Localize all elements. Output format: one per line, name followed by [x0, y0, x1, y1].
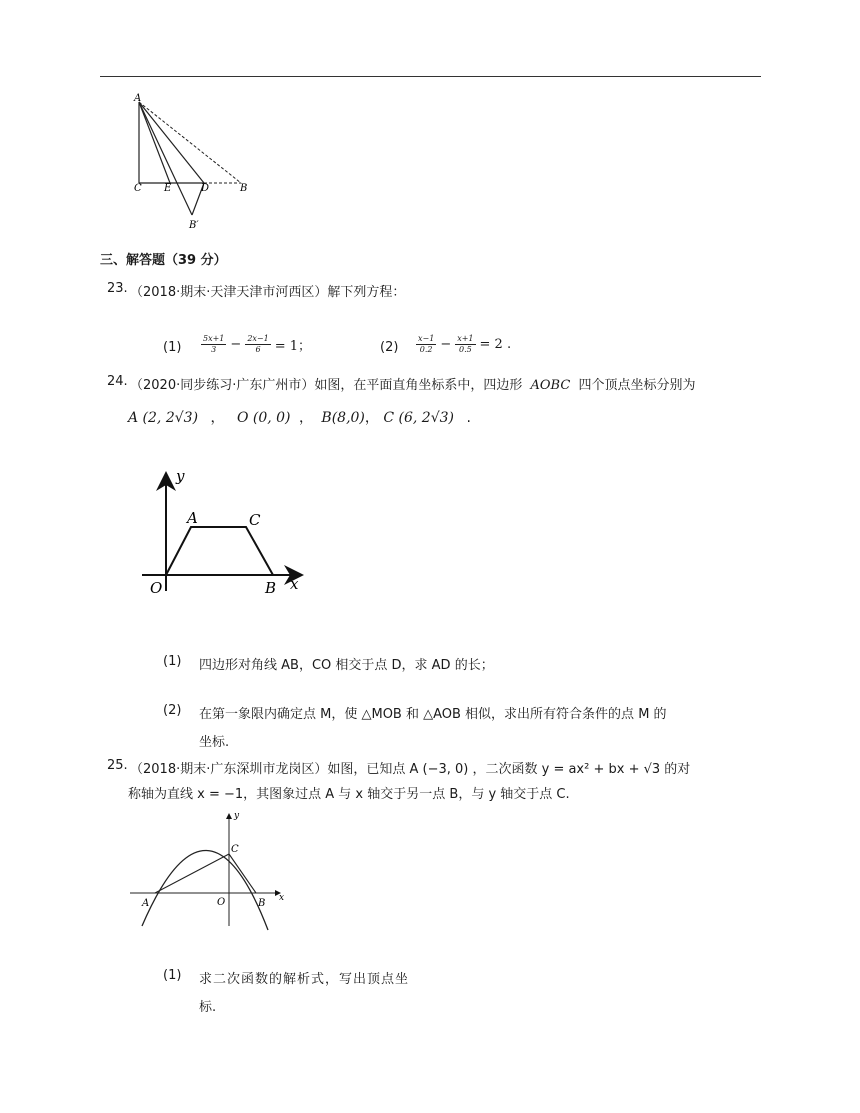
- q23-part1-label: (1): [163, 340, 182, 355]
- section-heading: 三、解答题（39 分）: [100, 253, 227, 268]
- point-B-coord: B(8,0): [321, 410, 365, 426]
- label-C: C: [249, 511, 261, 529]
- parabola-figure: [128, 808, 293, 933]
- axis-x-label: x: [279, 893, 285, 903]
- point-O-coord: O (0, 0): [236, 410, 291, 426]
- label-O: O: [150, 579, 163, 597]
- label-C: C: [134, 183, 142, 194]
- label-C: C: [231, 844, 239, 855]
- axis-x-label: x: [290, 575, 299, 593]
- point-C-coord: C (6, 2√3): [383, 410, 454, 426]
- q24-part1-text: 四边形对角线 AB，CO 相交于点 D，求 AD 的长；: [199, 658, 494, 673]
- axis-y-label: y: [176, 467, 185, 485]
- point-A-coord: A (2, 2√3): [128, 410, 199, 426]
- q25-line2: 称轴为直线 x = −1，其图象过点 A 与 x 轴交于另一点 B，与 y 轴交于点 C.: [128, 787, 570, 802]
- fraction: $\frac{2x-1}{6}$: [247, 334, 269, 354]
- q24-number: 24.: [107, 374, 128, 389]
- label-B: B: [258, 898, 266, 909]
- q23-part2-equation: [416, 334, 511, 355]
- q25-part1-text: 求二次函数的解析式，写出顶点坐: [199, 972, 410, 987]
- label-A: A: [134, 93, 142, 104]
- q24-coordinates: [128, 407, 471, 427]
- label-B-prime: B′: [189, 220, 199, 231]
- separator: ，: [364, 410, 379, 426]
- q23-part2-label: (2): [380, 340, 399, 355]
- label-A: A: [142, 898, 150, 909]
- q25-part1-label: (1): [163, 968, 182, 983]
- label-B: B: [240, 183, 248, 194]
- label-D: D: [201, 183, 210, 194]
- q24-part2-text-cont: 坐标.: [199, 735, 230, 750]
- equation-rhs: = 1；: [274, 339, 312, 354]
- fraction: $\frac{5x+1}{3}$: [203, 334, 225, 354]
- q23-number: 23.: [107, 281, 128, 296]
- period: .: [466, 410, 471, 426]
- fraction: $\frac{x-1}{0.2}$: [418, 334, 435, 354]
- minus-sign: −: [230, 337, 242, 352]
- separator: ，: [298, 410, 313, 426]
- label-B: B: [265, 579, 277, 597]
- q24-text: （2020·同步练习·广东广州市）如图，在平面直角坐标系中，四边形: [130, 378, 523, 393]
- q25-number: 25.: [107, 758, 128, 773]
- label-A: A: [187, 509, 198, 527]
- trapezoid-figure: [140, 465, 310, 600]
- fraction: $\frac{x+1}{0.5}$: [457, 334, 474, 354]
- q24-line1: [130, 374, 695, 393]
- q24-text: 四个顶点坐标分别为: [578, 378, 696, 393]
- q24-part2-label: (2): [163, 703, 182, 718]
- minus-sign: −: [440, 337, 452, 352]
- axis-y-label: y: [234, 811, 240, 821]
- q24-part1-label: (1): [163, 654, 182, 669]
- separator: ，: [210, 410, 225, 426]
- q23-part1-equation: [201, 334, 311, 355]
- q23-source: （2018·期末·天津天津市河西区）解下列方程：: [130, 285, 406, 300]
- header-rule: [100, 76, 761, 77]
- quad-name: AOBC: [530, 378, 571, 393]
- q25-line1: （2018·期末·广东深圳市龙岗区）如图，已知点 A (−3, 0) ，二次函数 y = ax² + bx + √3 的对: [130, 762, 691, 777]
- label-O: O: [217, 897, 226, 908]
- triangle-fold-figure: [126, 90, 266, 232]
- q25-part1-text-cont: 标.: [199, 1000, 217, 1015]
- q24-part2-text: 在第一象限内确定点 M，使 △MOB 和 △AOB 相似，求出所有符合条件的点 M 的: [199, 707, 667, 722]
- label-E: E: [164, 183, 172, 194]
- equation-rhs: = 2 .: [479, 337, 512, 352]
